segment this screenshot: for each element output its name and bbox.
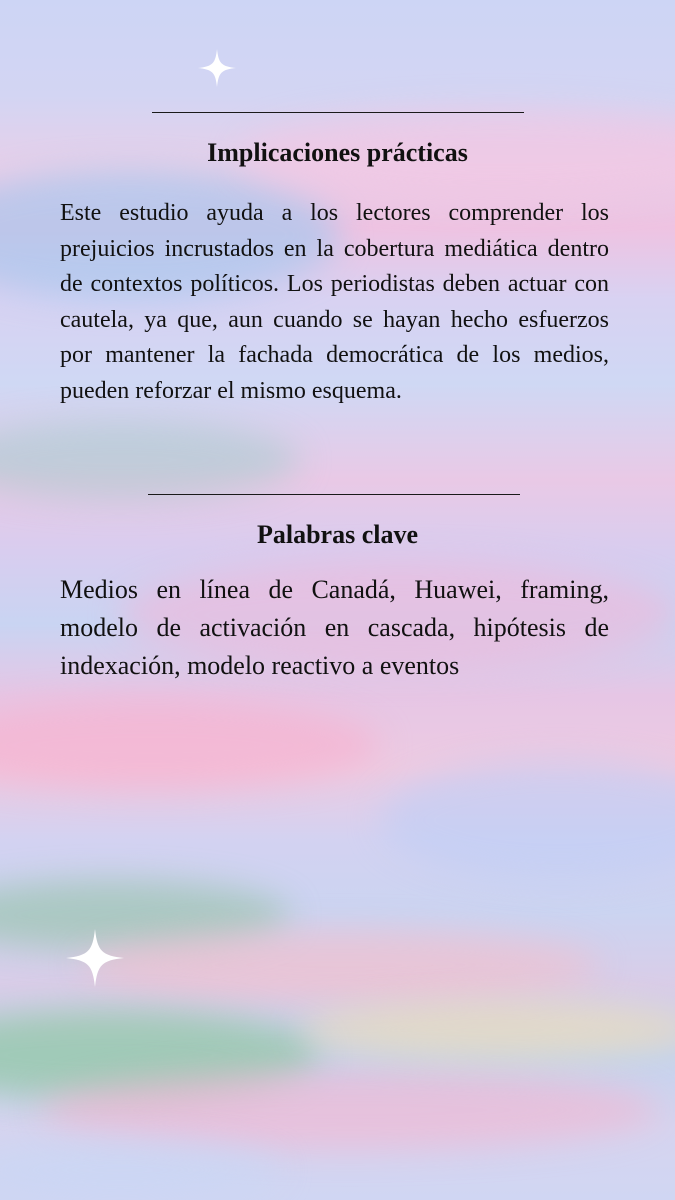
practical-implications-paragraph: Este estudio ayuda a los lectores comprender los prejuicios incrustados en la cobertura mediática dentro de contextos políticos. Los periodistas deben actuar con cautela, ya que, aun cuando se hayan hecho esfuerzos por mantener la fachada democrática de los medios, pueden reforzar el mismo esquema. (60, 200, 609, 404)
background-streak (80, 930, 600, 1000)
section-heading-practical-implications: Implicaciones prácticas (207, 138, 468, 167)
section-divider (152, 112, 524, 113)
background-streak (40, 1070, 660, 1150)
sparkle-icon (198, 49, 236, 87)
keywords-paragraph: Medios en línea de Canadá, Huawei, framing, modelo de activación en cascada, hipótesis de indexación, modelo reactivo a eventos (60, 575, 609, 680)
section-divider (148, 494, 520, 495)
background-streak (0, 700, 380, 790)
background-streak (300, 1000, 675, 1060)
sparkle-icon (66, 929, 124, 987)
background-streak (380, 760, 675, 880)
section-heading-keywords: Palabras clave (256, 520, 419, 549)
background-streak (0, 420, 300, 500)
background-streak (0, 1140, 280, 1200)
